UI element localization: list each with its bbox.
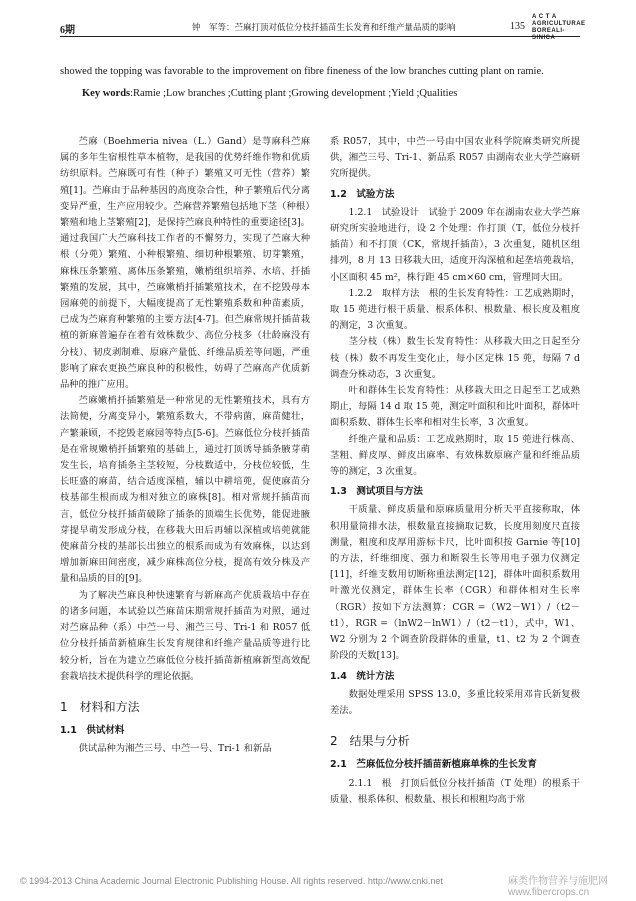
paragraph: 1.2.1 试验设计 试验于 2009 年在湖南农业大学苎麻研究所实验地进行，设 2 个处理：作打顶（T，低位分枝扦插苗）和不打顶（CK，常规扦插苗），3 次重复，随机区组排列，8 月 13 日移栽大田，适度开沟深植和起垄培蔸栽培，小区面积 45 m²，株行距 45 cm×60 cm，管理同大田。 <box>330 206 580 283</box>
subsection-heading: 2.1 苎麻低位分枝扦插苗新植麻单株的生长发育 <box>330 759 537 771</box>
copyright-line: © 1994-2013 China Academic Journal Electronic Publishing House. All rights reserved. http://www.cnki.net <box>20 876 443 886</box>
section-heading: 2 结果与分析 <box>330 734 410 749</box>
journal-line: A C T A <box>532 14 557 20</box>
paragraph: 纤维产量和品质：工艺成熟期时，取 15 蔸进行株高、茎粗、鲜皮厚、鲜皮出麻率、有效株数原麻产量和纤维品质等的测定，3 次重复。 <box>330 433 580 478</box>
subsection-heading: 1.2 试验方法 <box>330 188 395 200</box>
paragraph: 为了解决苎麻良种快速繁育与新麻高产优质栽培中存在的诸多问题，本试验以苎麻苗床期常规扦插苗为对照，通过对苎麻品种（系）中苎一号、湘苎三号、Tri-1 和 R057 低位分枝扦插苗新植麻生长发育规律和纤维产量品质等进行比较分析，旨在为建立苎麻低位分枝扦插苗新植麻新型高效配套栽培技术提供科学的理论依据。 <box>60 589 310 682</box>
journal-line: AGRICULTURAE <box>532 21 586 27</box>
watermark: 麻类作物营养与施肥网 www.fibercrops.cn <box>508 876 608 898</box>
keywords-text: :Ramie ;Low branches ;Cutting plant ;Growing development ;Yield ;Qualities <box>130 88 458 99</box>
abstract-tail: showed the topping was favorable to the improvement on fibre fineness of the low branches cutting plant on ramie. <box>60 66 544 77</box>
right-column <box>330 134 580 808</box>
paragraph: 2.1.1 根 打顶后低位分枝扦插苗（T 处理）的根系干质量、根系体积、根数量、根长和根粗均高于常 <box>330 777 580 805</box>
paragraph: 苎麻（Boehmeria nivea（L.）Gand）是荨麻科苎麻属的多年生宿根性草本植物，是我国的优势纤维作物和优质纺织原料。苎麻既可有性（种子）繁殖又可无性（营养）繁殖[1]。苎麻由于品种基因的高度杂合性，种子繁殖后代分离变异严重，生产应用较少。苎麻营养繁殖包括地下茎（种根）繁殖和地上茎繁殖[2]，是保持苎麻良种特性的重要途径[3]。通过我国广大苎麻科技工作者的不懈努力，实现了苎麻大种根（分蔸）繁殖、小种根繁殖、细切种根繁殖、切芽繁殖，麻株压条繁殖、离体压条繁殖，嫩梢组织培养、水培、扦插繁殖的发展，其中，苎麻嫩梢扦插繁殖技术，在不挖毁母本园麻蔸的前提下，大幅度提高了无性繁殖系数和种苗素质，已成为苎麻育种繁殖的主要方法[4-7]。但苎麻常规扦插苗栽植的新麻普遍存在着有效株数少、高位分枝多（壮龄麻没有分枝）、韧皮剥制难、原麻产量低、纤维品质差等问题，严重影响了麻农更换苎麻良种的积极性，妨碍了苎麻高产优质新品种的推广应用。 <box>60 136 310 391</box>
keywords <box>82 88 580 99</box>
paragraph: 叶和群体生长发育特性：从移栽大田之日起至工艺成熟期止，每隔 14 d 取 15 蔸，测定叶面积和比叶面积，群体叶面积系数、群体生长率和相对生长率，3 次重复。 <box>330 385 580 429</box>
page-header <box>60 12 586 41</box>
journal-line: BOREALI-SINICA <box>532 28 565 41</box>
paragraph: 数据处理采用 SPSS 13.0，多重比较采用邓肯氏新复极差法。 <box>330 688 580 716</box>
issue-number: 6期 <box>60 25 75 36</box>
paragraph: 茎分枝（株）数生长发育特性：从移栽大田之日起至分枝（株）数不再发生变化止，每小区定株 15 蔸，每隔 7 d 调查分株动态，3 次重复。 <box>330 336 580 380</box>
running-title: 钟 军等：苎麻打顶对低位分枝扦插苗生长发育和纤维产量品质的影响 <box>192 23 456 33</box>
paragraph: 1.2.2 取样方法 根的生长发育特性：工艺成熟期时，取 15 蔸进行根干质量、根系体积、根数量、根长度及粗度的测定，3 次重复。 <box>330 287 580 332</box>
subsection-heading: 1.4 统计方法 <box>330 670 395 682</box>
section-heading: 1 材料和方法 <box>60 699 140 714</box>
paragraph: 供试品种为湘苎三号、中苎一号、Tri-1 和新品 <box>78 743 272 755</box>
keywords-label: Key words <box>82 88 131 99</box>
paragraph: 干质量、鲜皮质量和原麻质量用分析天平直接称取，体积用量筒排水法，根数量直接摘取记数，长度用刻度尺直接测量，粗度和皮厚用游标卡尺，比叶面积按 Garnie 等[10]的方法，纤维细度、强力和断裂生长等用电子强力仪测定[11]，纤维支数用切断称重法测定[12]，群体叶面积系数用叶激光仪测定，群体生长率（CGR）和群体相对生长率（RGR）按如下方法测算：CGR =（W2－W1）/（t2－t1），RGR =（lnW2－lnW1）/（t2－t1），式中，W1、W2 分别为 2 个调查阶段群体的重量，t1、t2 为 2 个调查阶段的天数[13]。 <box>330 504 580 662</box>
paragraph: 苎麻嫩梢扦插繁殖是一种常见的无性繁殖技术，具有方法简便，分离变异小，繁殖系数大，不带病菌，麻苗健壮，产繁兼顾，不挖毁老麻园等特点[5-6]。苎麻低位分枝扦插苗是在常规嫩梢扦插繁殖的基础上，通过打顶诱导插条腋芽萌发生长，培育插条主茎较短，分枝数适中，分枝位较低，生长旺盛的麻苗，结合适度深植，辅以中耕培蔸，促使麻苗分枝基部生根而成为相对独立的麻株[8]。相对常规扦插苗而言，低位分枝扦插苗破除了插条的顶端生长优势，能促进腋芽提早萌发形成分枝，在移栽大田后再辅以深植或培蔸就能使麻苗分枝的基部长出独立的根系而成为有效麻株，以达到增加新麻田间密度，减少麻株高位分枝，提高有效分株及产量和品质的目的[9]。 <box>60 395 310 585</box>
page-footer <box>20 876 620 898</box>
paragraph: 系 R057，其中，中苎一号由中国农业科学院麻类研究所提供，湘苎三号、Tri-1、新品系 R057 由湖南农业大学苎麻研究所提供。 <box>330 136 580 180</box>
subsection-heading: 1.1 供试材料 <box>60 725 125 737</box>
subsection-heading: 1.3 测试项目与方法 <box>330 486 423 498</box>
page-number: 135 <box>510 21 525 32</box>
journal-logo <box>532 14 586 42</box>
left-column <box>60 134 310 758</box>
